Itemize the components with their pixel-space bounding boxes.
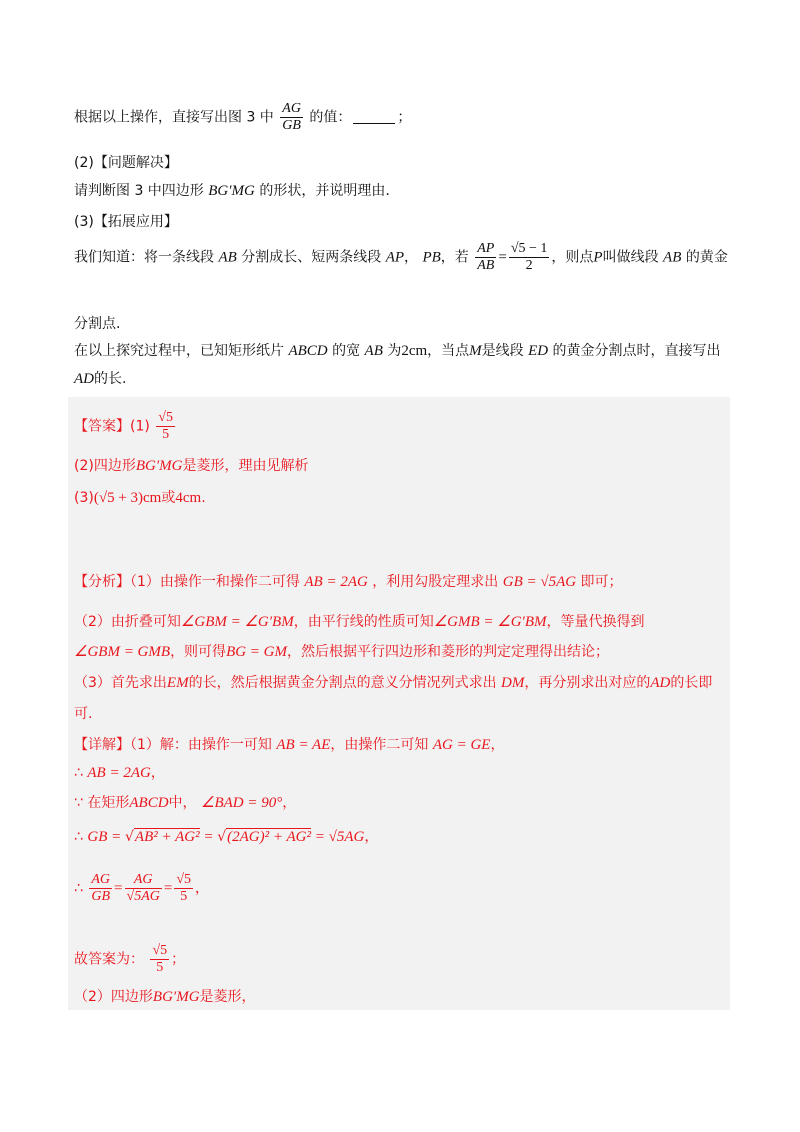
text: 的长即 <box>670 675 713 691</box>
text: 在以上探究过程中，已知矩形纸片 <box>74 343 284 359</box>
text: 即可； <box>580 574 623 590</box>
text: ， <box>490 737 505 753</box>
math: = <box>498 249 507 266</box>
math: ∠GBM = GMB <box>74 644 171 660</box>
math: GB = √5AG <box>502 574 577 590</box>
text: 是菱形，理由见解析 <box>182 458 309 474</box>
math: AB = 2AG <box>87 765 151 781</box>
fraction-answer-1 <box>156 410 175 443</box>
math: P <box>593 249 603 266</box>
math: = √5AG <box>310 829 365 845</box>
numerator: AG <box>125 872 162 889</box>
denominator: AB <box>477 258 495 273</box>
math: AG = GE <box>432 737 491 753</box>
text: 故答案为： <box>74 951 144 968</box>
text: ，当点 <box>427 343 470 359</box>
analysis-line-5: 可. <box>74 706 93 722</box>
text: ，然后根据平行四边形和菱形的判定定理得出结论； <box>287 644 610 660</box>
detail-line-2 <box>74 762 165 782</box>
text: 叫做线段 <box>602 249 659 266</box>
answer-line-3 <box>74 487 206 507</box>
text: ， <box>150 765 165 781</box>
numerator: AP <box>477 241 495 256</box>
text: (1) <box>130 418 150 435</box>
fraction-ag-root5ag <box>125 872 162 905</box>
part2-heading: (2)【问题解决】 <box>74 155 178 171</box>
math: (√5 + 3)cm <box>93 490 162 506</box>
denominator: √5AG <box>126 889 160 904</box>
math: M <box>469 343 482 359</box>
text: 中， <box>168 795 197 811</box>
analysis-line-3 <box>74 641 609 661</box>
text: 根据以上操作，直接写出图 3 中 <box>74 109 274 126</box>
text: （2）由折叠可知 <box>74 614 181 630</box>
math: ED <box>528 343 549 359</box>
fraction-ap-ab <box>475 241 496 274</box>
text: 是线段 <box>481 343 524 359</box>
text: (3) <box>74 490 94 506</box>
answer-line-2 <box>74 455 308 475</box>
numerator: AG <box>282 101 301 116</box>
math: BG = GM <box>226 644 288 660</box>
question-line-1 <box>74 101 411 134</box>
text: 或 <box>161 490 176 506</box>
numerator: √5 − 1 <box>510 241 548 256</box>
math: AB <box>663 249 682 266</box>
denominator: GB <box>91 889 111 904</box>
radicand: AB² + AG² <box>134 829 200 845</box>
math: ∠GBM = ∠G′BM <box>180 614 294 630</box>
denominator: 5 <box>156 960 164 975</box>
text: ； <box>397 109 412 126</box>
detail-line-6 <box>74 943 185 976</box>
denominator: GB <box>282 118 301 133</box>
text: 的黄金分割点时，直接写出 <box>552 343 721 359</box>
therefore-symbol: ∴ <box>74 829 83 845</box>
text: ， <box>364 829 379 845</box>
text: ，则点 <box>551 249 594 266</box>
text: （2）四边形 <box>74 989 153 1005</box>
radical-sign: √ <box>217 829 227 845</box>
radical-sign: √ <box>125 829 134 845</box>
text: （1）解：由操作一可知 <box>130 737 272 753</box>
therefore-symbol: ∴ <box>74 880 83 897</box>
text: . <box>201 490 206 506</box>
math: PB <box>422 249 441 266</box>
fraction-root5-5 <box>174 872 193 905</box>
math: ∠BAD = 90° <box>201 795 283 811</box>
math: ∠GMB = ∠G′BM <box>433 614 547 630</box>
text: （1）由操作一和操作二可得 <box>130 574 300 590</box>
text: 的值： <box>309 109 352 126</box>
text: 请判断图 3 中四边形 <box>74 183 204 199</box>
answer-line-1 <box>74 410 177 443</box>
text: ，再分别求出对应的 <box>524 675 651 691</box>
text: ； <box>171 951 186 968</box>
text: 为 <box>387 343 402 359</box>
text: ，由平行线的性质可知 <box>293 614 434 630</box>
denominator: 5 <box>162 427 170 442</box>
part2-question <box>74 180 390 200</box>
math: = <box>199 829 218 845</box>
answer-blank <box>353 123 395 124</box>
fraction-ag-gb <box>89 872 112 905</box>
detail-line-4 <box>74 826 378 846</box>
text: ，等量代换得到 <box>546 614 645 630</box>
part3-line-4 <box>74 368 126 388</box>
part3-line-3 <box>74 340 721 360</box>
detail-line-5 <box>74 872 209 905</box>
equals: = <box>163 880 173 897</box>
numerator: AG <box>91 872 111 887</box>
numerator: √5 <box>176 872 192 887</box>
denominator: 2 <box>525 258 533 273</box>
math: AB <box>218 249 237 266</box>
numerator: √5 <box>158 410 173 425</box>
part3-line-1 <box>74 241 728 274</box>
math: AB = AE <box>276 737 331 753</box>
math: GB = <box>87 829 125 845</box>
analysis-line-4 <box>74 672 712 692</box>
numerator: √5 <box>152 943 168 958</box>
equals: = <box>114 880 123 897</box>
analysis-label: 【分析】 <box>74 574 130 590</box>
therefore-symbol: ∴ <box>74 765 83 781</box>
text: ，若 <box>440 249 469 266</box>
text: ，利用勾股定理求出 <box>372 574 499 590</box>
analysis-line-2 <box>74 611 644 631</box>
text: ， <box>282 795 297 811</box>
denominator: 5 <box>180 889 188 904</box>
math: AB <box>364 343 383 359</box>
math-shape: BG′MG <box>208 183 255 199</box>
fraction-ag-gb <box>280 101 303 134</box>
part3-heading: (3)【拓展应用】 <box>74 214 178 230</box>
text: 的长. <box>94 371 127 387</box>
text: ， <box>404 249 419 266</box>
math: ABCD <box>129 795 169 811</box>
text: 是菱形， <box>199 989 256 1005</box>
math: AB = 2AG <box>304 574 368 590</box>
text: 分割成长、短两条线段 <box>241 249 382 266</box>
text: 的黄金 <box>685 249 728 266</box>
detail-line-1 <box>74 734 504 754</box>
math: AP <box>385 249 405 266</box>
math-shape: BG′MG <box>152 989 200 1005</box>
fraction-final-answer <box>150 943 169 976</box>
math: AD <box>74 371 94 387</box>
text: ，则可得 <box>170 644 227 660</box>
math: AD <box>650 675 671 691</box>
part3-line-2: 分割点. <box>74 316 121 332</box>
text: 的长，然后根据黄金分割点的意义分情况列式求出 <box>188 675 497 691</box>
text: 我们知道：将一条线段 <box>74 249 214 266</box>
text: ， <box>195 880 210 897</box>
because-symbol: ∵ <box>74 795 83 811</box>
math: ABCD <box>288 343 328 359</box>
radicand: (2AG)² + AG² <box>227 829 311 845</box>
text: (2)四边形 <box>74 458 136 474</box>
text: 的宽 <box>332 343 361 359</box>
text: ，由操作二可知 <box>330 737 429 753</box>
fraction-golden <box>509 241 550 274</box>
math: DM <box>501 675 525 691</box>
math: EM <box>166 675 189 691</box>
math-shape: BG′MG <box>135 458 183 474</box>
text: 的形状，并说明理由. <box>259 183 390 199</box>
answer-label: 【答案】 <box>74 418 130 435</box>
math: 4cm <box>175 490 202 506</box>
detail-label: 【详解】 <box>74 737 130 753</box>
analysis-line-1 <box>74 571 623 591</box>
math: 2cm <box>401 343 428 359</box>
text: 在矩形 <box>87 795 130 811</box>
detail-line-3 <box>74 792 296 812</box>
text: （3）首先求出 <box>74 675 167 691</box>
detail-line-7 <box>74 986 256 1006</box>
